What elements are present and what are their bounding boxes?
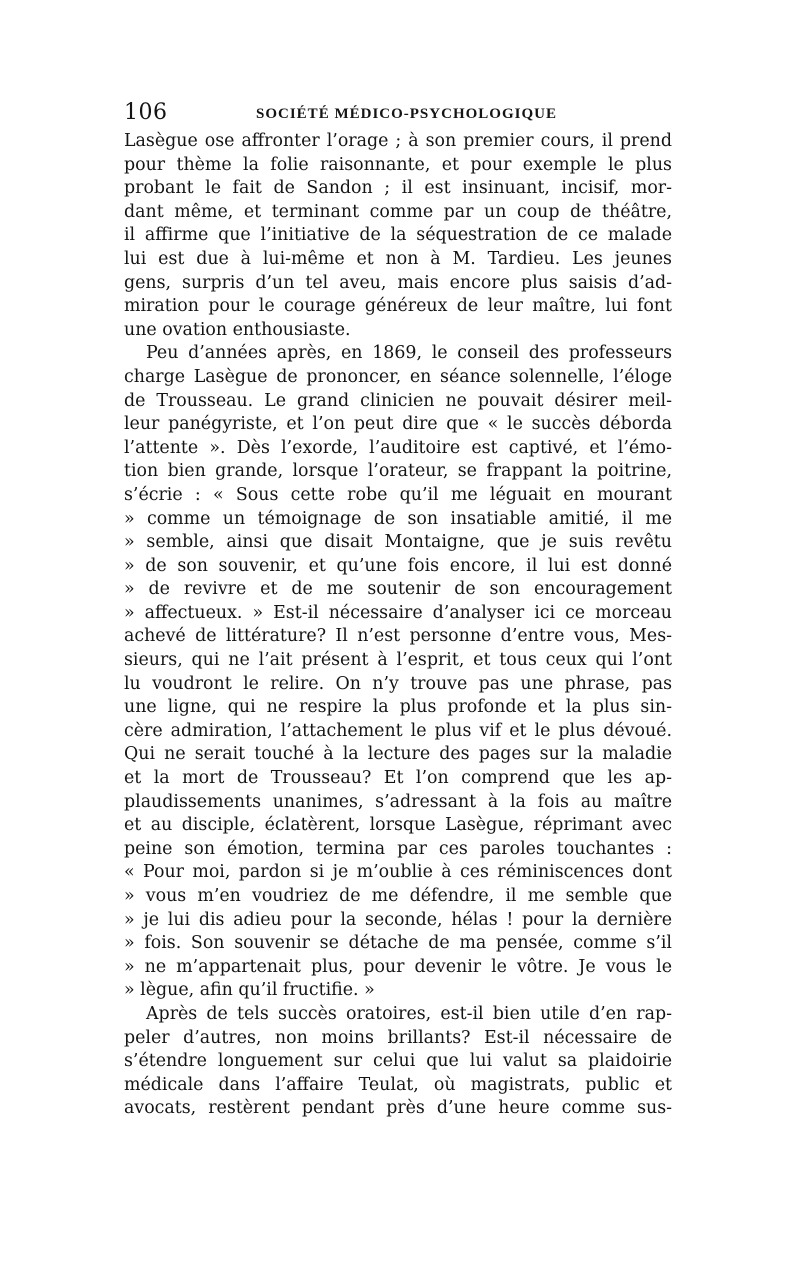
page-number: 106 (124, 100, 168, 125)
text-line: » fois. Son souvenir se détache de ma pensée, comme s’il (124, 933, 672, 954)
text-line: dant même, et terminant comme par un coup de théâtre, (124, 201, 672, 222)
running-title: SOCIÉTÉ MÉDICO-PSYCHOLOGIQUE (256, 106, 557, 122)
text-line: de Trousseau. Le grand clinicien ne pouvait désirer meil- (124, 390, 672, 411)
text-line: pour thème la folie raisonnante, et pour exemple le plus (124, 154, 672, 175)
text-line: charge Lasègue de prononcer, en séance solennelle, l’éloge (124, 366, 672, 387)
text-line: une ligne, qui ne respire la plus profonde et la plus sin- (124, 697, 672, 718)
text-line: tion bien grande, lorsque l’orateur, se frappant la poitrine, (124, 461, 672, 482)
text-line: plaudissements unanimes, s’adressant à la fois au maître (124, 791, 672, 812)
text-line: peler d’autres, non moins brillants? Est-il nécessaire de (124, 1027, 672, 1048)
body-text (124, 130, 672, 1121)
page-header (124, 98, 672, 128)
text-line: » vous m’en voudriez de me défendre, il me semble que (124, 886, 672, 906)
text-line: peine son émotion, termina par ces paroles touchantes : (124, 838, 672, 859)
text-line: sieurs, qui ne l’ait présent à l’esprit, et tous ceux qui l’ont (124, 650, 672, 671)
text-line: lu voudront le relire. On n’y trouve pas une phrase, pas (124, 673, 672, 694)
text-line: lui est due à lui-même et non à M. Tardieu. Les jeunes (124, 248, 672, 269)
text-line: » comme un témoignage de son insatiable amitié, il me (124, 508, 672, 529)
text-line: « Pour moi, pardon si je m’oublie à ces réminiscences dont (124, 862, 672, 883)
text-line: l’attente ». Dès l’exorde, l’auditoire est captivé, et l’émo- (124, 437, 672, 458)
text-line: » de revivre et de me soutenir de son encouragement (124, 579, 672, 600)
text-line: achevé de littérature? Il n’est personne d’entre vous, Mes- (124, 626, 672, 647)
text-line: une ovation enthousiaste. (124, 319, 351, 340)
text-line: avocats, restèrent pendant près d’une heure comme sus- (124, 1098, 672, 1119)
text-line: Peu d’années après, en 1869, le conseil des professeurs (146, 343, 672, 364)
text-line: s’étendre longuement sur celui que lui valut sa plaidoirie (124, 1051, 672, 1072)
text-line: Lasègue ose affronter l’orage ; à son premier cours, il prend (124, 131, 672, 151)
text-line: » je lui dis adieu pour la seconde, hélas ! pour la dernière (124, 909, 672, 930)
text-line: cère admiration, l’attachement le plus vif et le plus dévoué. (124, 720, 672, 741)
text-line: s’écrie : « Sous cette robe qu’il me léguait en mourant (124, 484, 672, 505)
text-line: » affectueux. » Est-il nécessaire d’analyser ici ce morceau (124, 602, 672, 623)
text-line: » de son souvenir, et qu’une fois encore, il lui est donné (124, 555, 672, 576)
text-line: médicale dans l’affaire Teulat, où magistrats, public et (124, 1074, 672, 1095)
text-line: gens, surpris d’un tel aveu, mais encore plus saisis d’ad- (124, 272, 672, 293)
text-line: » ne m’appartenait plus, pour devenir le vôtre. Je vous le (124, 956, 672, 977)
text-line: et la mort de Trousseau? Et l’on comprend que les ap- (124, 768, 672, 789)
text-line: Après de tels succès oratoires, est-il bien utile d’en rap- (146, 1003, 672, 1024)
text-line: » semble, ainsi que disait Montaigne, que je suis revêtu (124, 532, 672, 553)
text-line: leur panégyriste, et l’on peut dire que « le succès déborda (124, 414, 672, 435)
text-line: » lègue, afin qu’il fructifie. » (124, 980, 375, 1001)
text-line: il affirme que l’initiative de la séquestration de ce malade (124, 225, 672, 246)
text-line: et au disciple, éclatèrent, lorsque Lasègue, réprimant avec (124, 815, 672, 836)
text-line: miration pour le courage généreux de leur maître, lui font (124, 296, 672, 317)
text-line: Qui ne serait touché à la lecture des pages sur la maladie (124, 744, 672, 765)
text-line: probant le fait de Sandon ; il est insinuant, incisif, mor- (124, 178, 672, 199)
